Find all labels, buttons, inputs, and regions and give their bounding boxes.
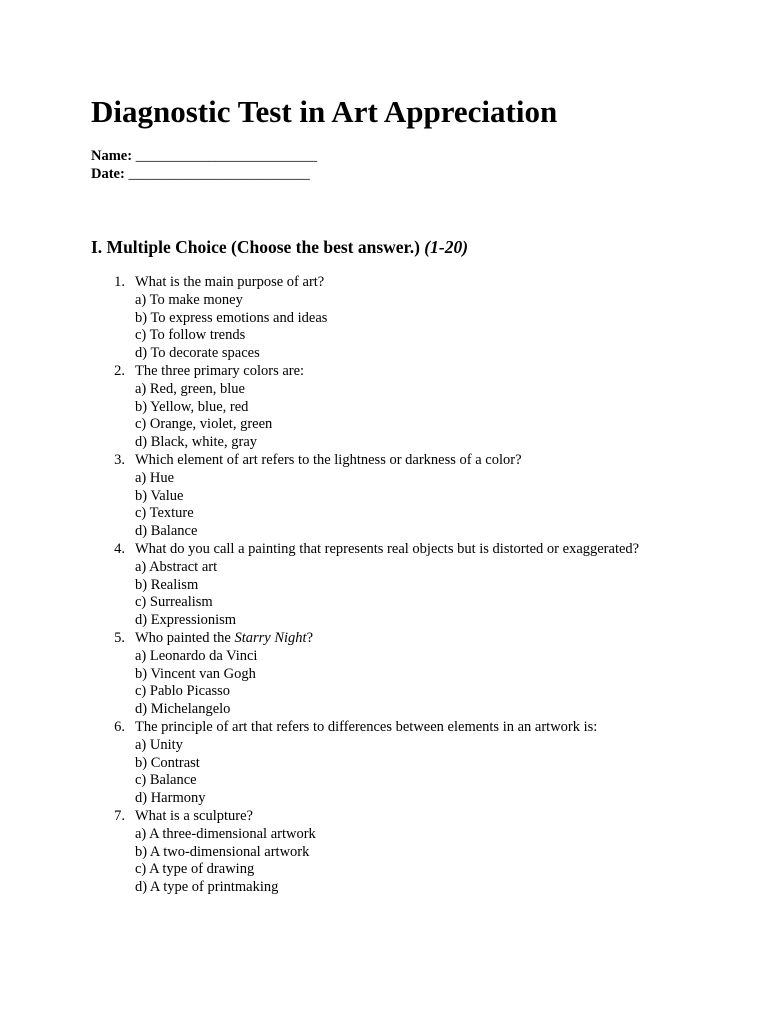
- answer-option[interactable]: c) To follow trends: [135, 327, 246, 344]
- date-blank-line[interactable]: _________________________: [128, 166, 310, 182]
- answer-option[interactable]: b) Realism: [135, 576, 199, 593]
- question-text: [135, 630, 768, 648]
- answer-option[interactable]: d) Harmony: [135, 790, 206, 807]
- question-text: The principle of art that refers to differences between elements in an artwork is:: [135, 718, 598, 735]
- answer-option[interactable]: d) Michelangelo: [135, 701, 231, 718]
- question-number: 7.: [114, 807, 125, 824]
- answer-option[interactable]: c) Surrealism: [135, 594, 213, 611]
- question-item: [0, 274, 768, 363]
- question-text: What is the main purpose of art?: [135, 274, 325, 290]
- section-heading: [91, 236, 468, 258]
- question-text: What is a sculpture?: [135, 807, 253, 824]
- answer-option[interactable]: c) Orange, violet, green: [135, 416, 273, 433]
- question-number: 6.: [114, 718, 125, 735]
- question-number: 2.: [114, 362, 125, 379]
- question-item: [0, 719, 768, 808]
- question-item: [0, 808, 768, 897]
- answer-option[interactable]: c) A type of drawing: [135, 861, 255, 878]
- answer-option[interactable]: d) Black, white, gray: [135, 434, 258, 451]
- page-title: Diagnostic Test in Art Appreciation: [91, 94, 558, 129]
- answer-option[interactable]: b) Vincent van Gogh: [135, 665, 256, 682]
- question-item: [0, 541, 768, 630]
- question-number: 1.: [114, 274, 125, 290]
- answer-option[interactable]: b) A two-dimensional artwork: [135, 843, 310, 860]
- date-field[interactable]: [91, 165, 310, 183]
- answer-option[interactable]: c) Texture: [135, 505, 194, 522]
- question-number: 4.: [114, 540, 125, 557]
- answer-option[interactable]: b) Yellow, blue, red: [135, 398, 249, 415]
- question-item: [0, 630, 768, 719]
- answer-option[interactable]: c) Balance: [135, 772, 197, 789]
- answer-option[interactable]: d) To decorate spaces: [135, 345, 260, 362]
- answer-option[interactable]: b) To express emotions and ideas: [135, 309, 328, 326]
- name-label: Name:: [91, 148, 133, 164]
- question-text: Which element of art refers to the lightness or darkness of a color?: [135, 451, 522, 468]
- answer-option[interactable]: d) Expressionism: [135, 612, 237, 629]
- question-text: The three primary colors are:: [135, 362, 305, 379]
- question-item: [0, 363, 768, 452]
- answer-option[interactable]: c) Pablo Picasso: [135, 683, 231, 700]
- date-label: Date:: [91, 166, 125, 182]
- question-text: What do you call a painting that represents real objects but is distorted or exaggerated?: [135, 540, 640, 557]
- answer-option[interactable]: a) A three-dimensional artwork: [135, 825, 316, 842]
- answer-option[interactable]: b) Contrast: [135, 754, 200, 771]
- answer-option[interactable]: d) Balance: [135, 523, 198, 540]
- name-blank-line[interactable]: _________________________: [135, 148, 317, 164]
- name-field[interactable]: [91, 147, 317, 165]
- answer-option[interactable]: a) Abstract art: [135, 558, 218, 575]
- section-range: (1-20): [424, 237, 469, 257]
- answer-option[interactable]: d) A type of printmaking: [135, 879, 279, 896]
- question-text-after: ?: [306, 629, 314, 646]
- question-list: [0, 274, 768, 897]
- answer-option[interactable]: a) Unity: [135, 736, 183, 753]
- answer-option[interactable]: a) Hue: [135, 469, 175, 486]
- question-number: 3.: [114, 451, 125, 468]
- artwork-title: Starry Night: [234, 629, 307, 646]
- question-item: [0, 452, 768, 541]
- question-text-before: Who painted the: [135, 629, 235, 646]
- answer-option[interactable]: a) Leonardo da Vinci: [135, 647, 258, 664]
- question-number: 5.: [114, 629, 125, 646]
- answer-option[interactable]: a) To make money: [135, 291, 243, 308]
- section-heading-text: I. Multiple Choice (Choose the best answer.): [91, 237, 420, 257]
- answer-option[interactable]: a) Red, green, blue: [135, 380, 245, 397]
- answer-option[interactable]: b) Value: [135, 487, 184, 504]
